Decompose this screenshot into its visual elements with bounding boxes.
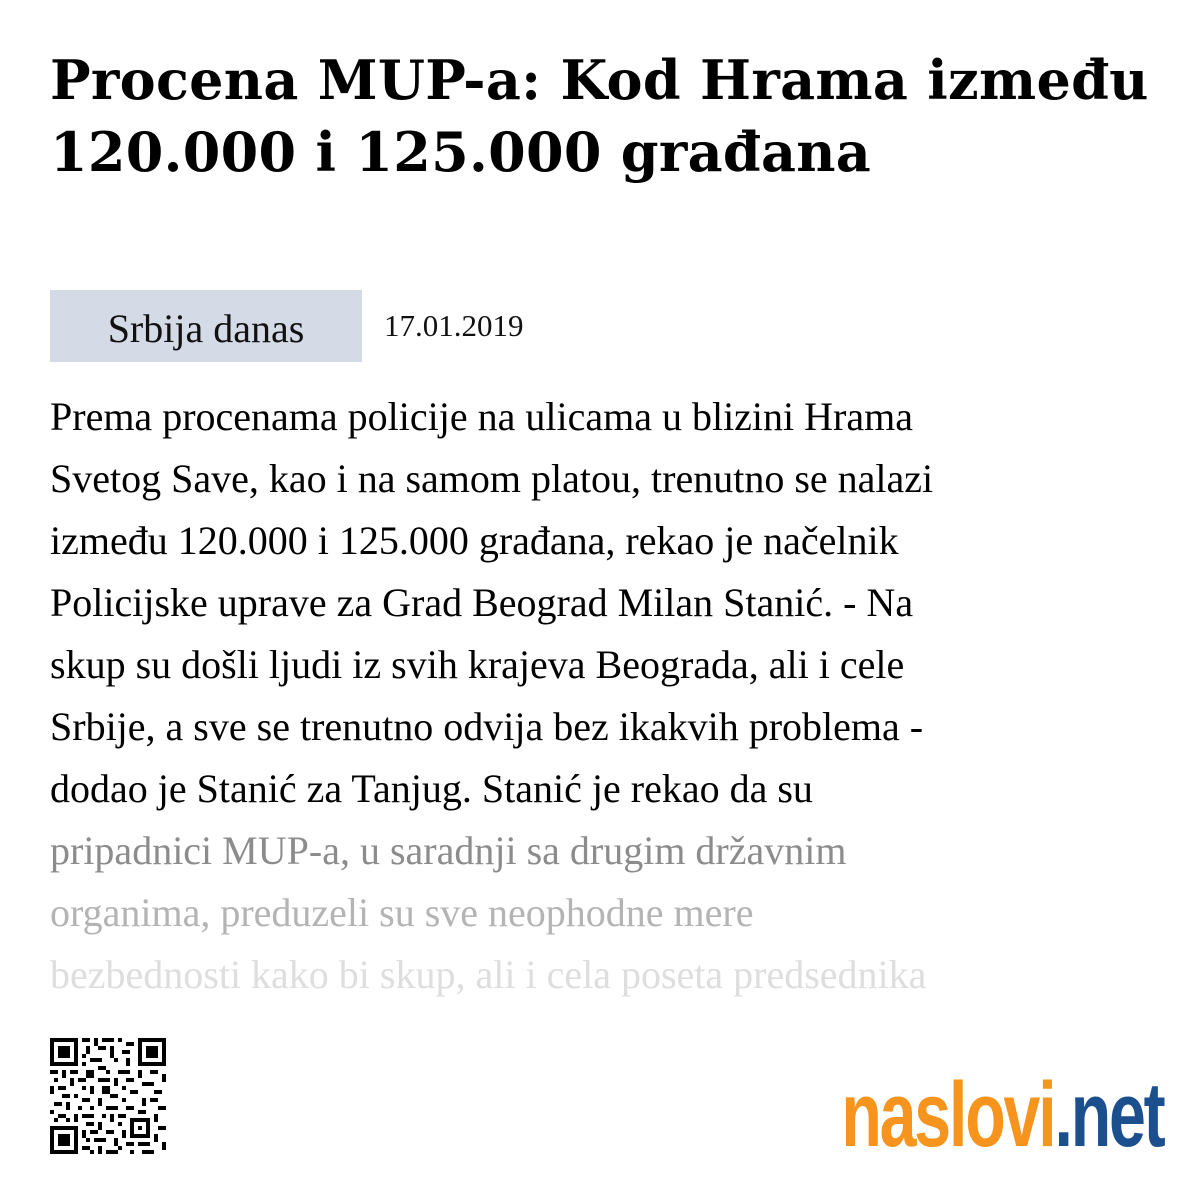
body-line: pripadnici MUP-a, u saradnji sa drugim državnim [50, 828, 847, 873]
body-line: skup su došli ljudi iz svih krajeva Beograda, ali i cele [50, 642, 905, 687]
body-line: Srbije, a sve se trenutno odvija bez ikakvih problema - [50, 704, 924, 749]
qr-code-icon[interactable] [50, 1038, 166, 1154]
article-body [50, 386, 1160, 1006]
body-line: Policijske uprave za Grad Beograd Milan Stanić. - Na [50, 580, 914, 625]
naslovi-logo[interactable] [842, 1060, 1164, 1170]
article-headline: Procena MUP-a: Kod Hrama između 120.000 i 125.000 građana [50, 48, 1149, 184]
publish-date: 17.01.2019 [384, 308, 524, 343]
body-line: bezbednosti kako bi skup, ali i cela poseta predsednika [50, 952, 927, 997]
body-line: Svetog Save, kao i na samom platou, trenutno se nalazi [50, 456, 934, 501]
body-line: između 120.000 i 125.000 građana, rekao je načelnik [50, 518, 899, 563]
body-line: dodao je Stanić za Tanjug. Stanić je rekao da su [50, 766, 813, 811]
body-line: organima, preduzeli su sve neophodne mere [50, 890, 754, 935]
logo-main-text: naslovi [841, 1064, 1055, 1166]
body-line: Prema procenama policije na ulicama u blizini Hrama [50, 394, 913, 439]
logo-tld-text: .net [1054, 1064, 1164, 1166]
source-badge[interactable]: Srbija danas [50, 290, 362, 362]
